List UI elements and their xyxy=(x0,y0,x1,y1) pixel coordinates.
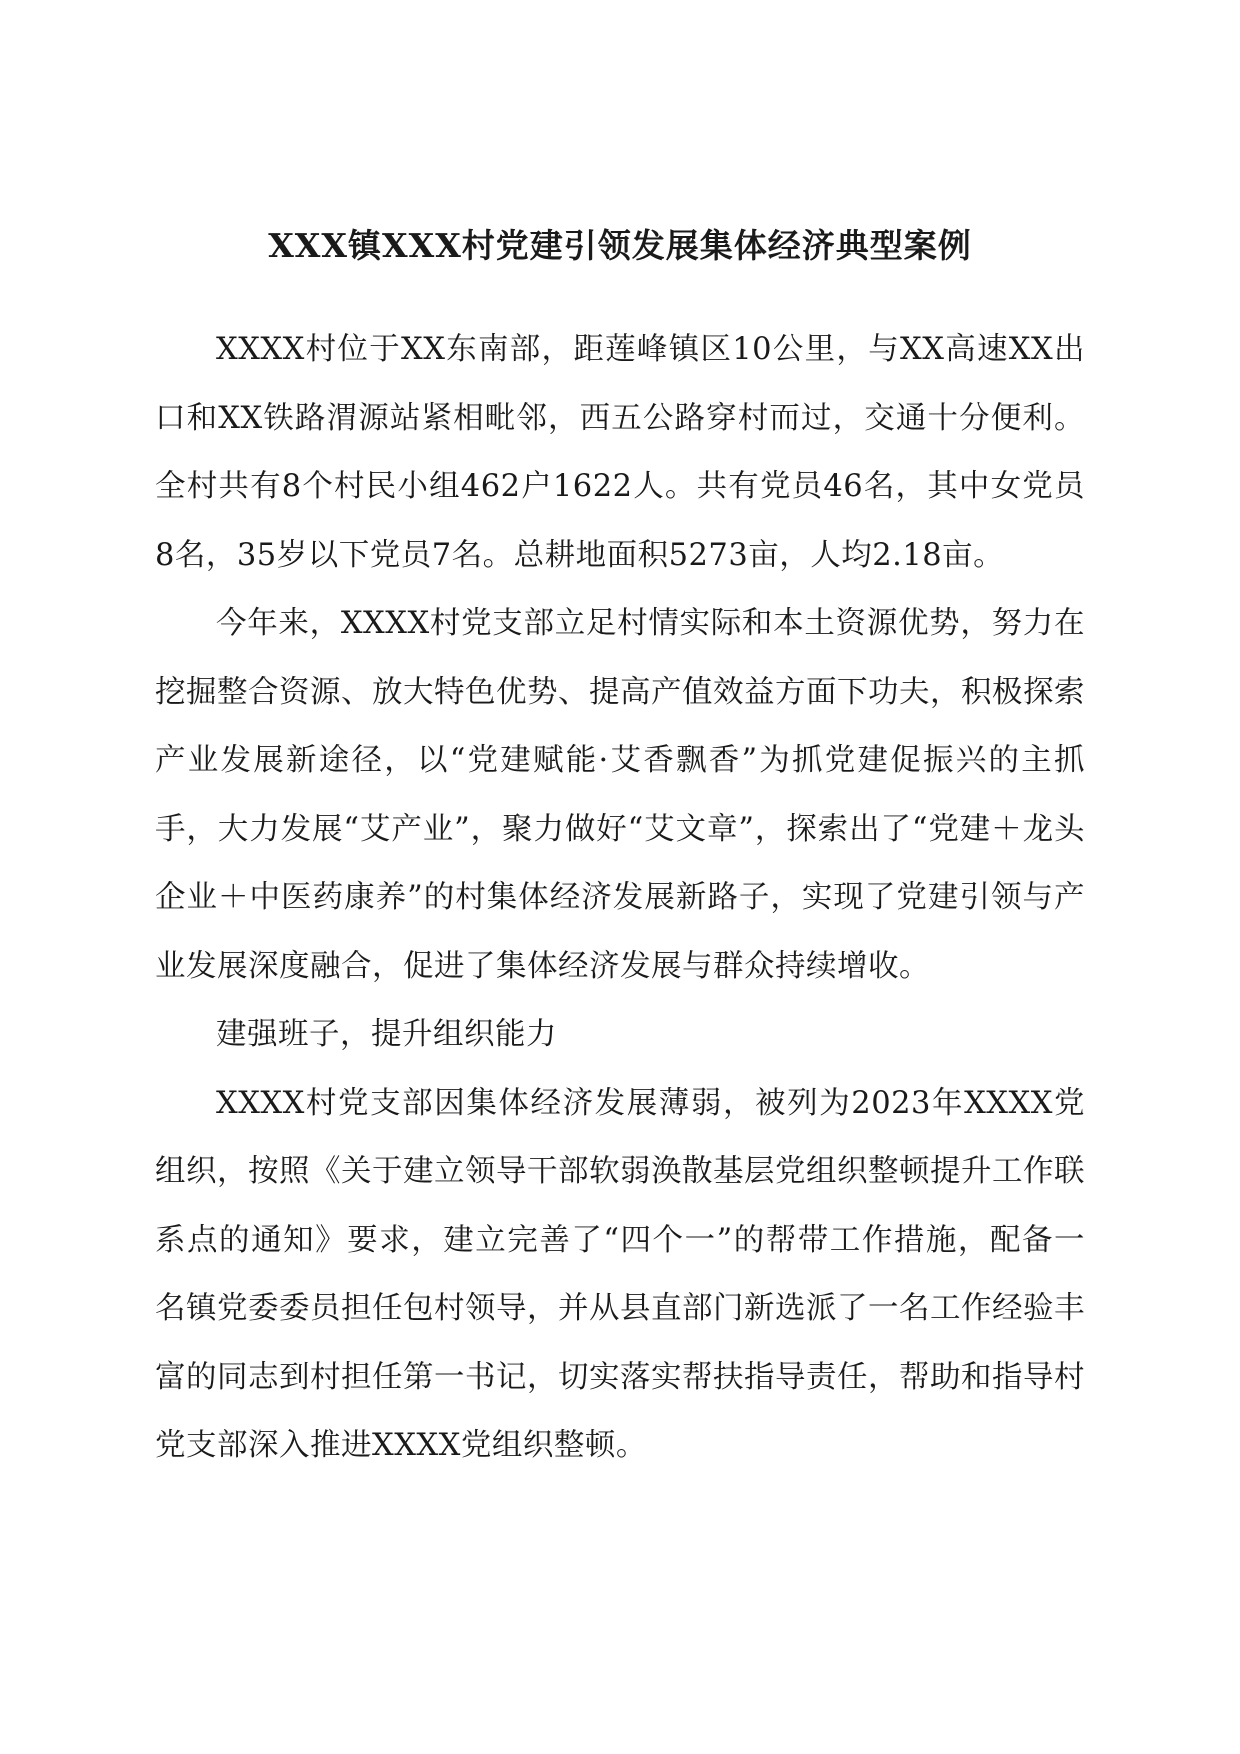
paragraph-village-overview: XXXX村位于XX东南部，距莲峰镇区10公里，与XX高速XX出口和XX铁路渭源站紧相毗邻，西五公路穿村而过，交通十分便利。全村共有8个村民小组462户1622人。共有党员46名，其中女党员8名，35岁以下党员7名。总耕地面积5273亩，人均2.18亩。 xyxy=(155,332,1085,573)
document-body xyxy=(155,316,1085,1481)
paragraph-organization-rectification: XXXX村党支部因集体经济发展薄弱，被列为2023年XXXX党组织，按照《关于建立领导干部软弱涣散基层党组织整顿提升工作联系点的通知》要求，建立完善了“四个一”的帮带工作措施，配备一名镇党委委员担任包村领导，并从县直部门新选派了一名工作经验丰富的同志到村担任第一书记，切实落实帮扶指导责任，帮助和指导村党支部深入推进XXXX党组织整顿。 xyxy=(155,1085,1085,1463)
section-heading: 建强班子，提升组织能力 xyxy=(216,1017,557,1052)
paragraph-industry-development: 今年来，XXXX村党支部立足村情实际和本土资源优势，努力在挖掘整合资源、放大特色优势、提高产值效益方面下功夫，积极探索产业发展新途径，以“党建赋能·艾香飘香”为抓党建促振兴的主抓手，大力发展“艾产业”，聚力做好“艾文章”，探索出了“党建＋龙头企业＋中医药康养”的村集体经济发展新路子，实现了党建引领与产业发展深度融合，促进了集体经济发展与群众持续增收。 xyxy=(155,606,1085,984)
document-title: XXX镇XXX村党建引领发展集体经济典型案例 xyxy=(268,226,972,265)
